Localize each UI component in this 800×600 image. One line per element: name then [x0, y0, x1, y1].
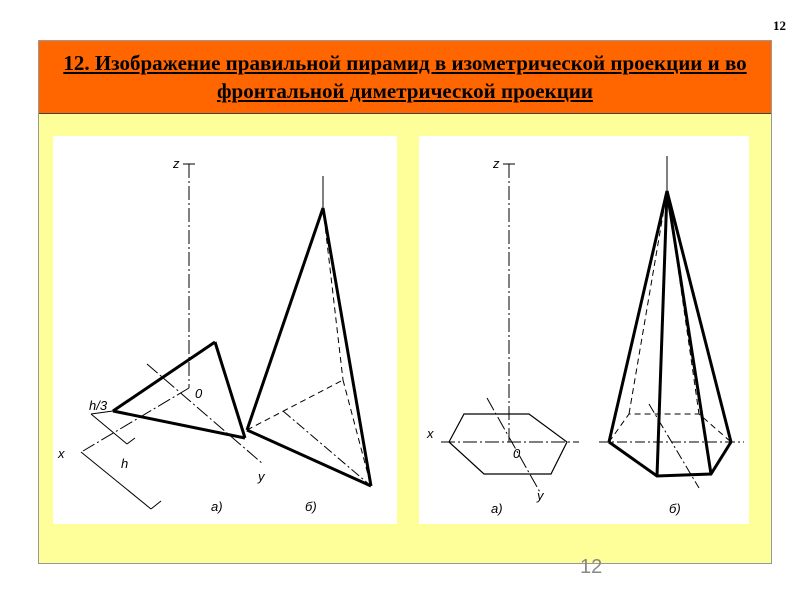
dim-line-h [81, 452, 151, 509]
label-origin: 0 [195, 386, 203, 401]
label-x: x [427, 426, 434, 441]
caption-a-right: а) [491, 501, 503, 516]
pyramid-base-front [247, 430, 371, 486]
caption-b-right: б) [669, 501, 681, 516]
slide-title: 12. Изображение правильной пирамид в изометрической проекции и во фронтальной диметрической проекции [63, 51, 747, 103]
page-number-top: 12 [773, 18, 786, 33]
dim-line-h3 [91, 414, 127, 444]
pyr-base-front [609, 442, 731, 476]
dim-ext-2 [151, 501, 161, 509]
label-origin: 0 [513, 446, 521, 461]
caption-a-left: а) [211, 499, 223, 514]
triangular-pyramid-drawing [53, 136, 397, 524]
caption-b-left: б) [305, 499, 317, 514]
left-figure-panel [53, 136, 397, 524]
pyramid-hidden-base-2 [343, 380, 371, 486]
dim-ext-3 [127, 438, 135, 444]
pyramid-edge-right [323, 208, 371, 486]
pyr-base-back [609, 414, 731, 442]
label-z: z [493, 156, 500, 171]
label-z: z [173, 156, 180, 171]
base-edge-3 [113, 411, 245, 438]
title-banner [39, 41, 771, 114]
right-figure-panel [419, 136, 749, 524]
y-axis [147, 364, 263, 464]
label-h3: h/3 [89, 398, 108, 413]
page-number-bottom: 12 [580, 556, 603, 578]
pyramid-axis-y [283, 411, 371, 486]
label-x: x [58, 446, 65, 461]
label-y: y [258, 469, 265, 484]
label-y: y [537, 488, 544, 503]
pyramid-hidden-edge [323, 208, 343, 380]
hexagon-base [449, 414, 567, 474]
slide [38, 40, 772, 564]
hexagonal-pyramid-drawing [419, 136, 749, 524]
label-h: h [121, 456, 129, 471]
base-edge-2 [215, 342, 245, 438]
